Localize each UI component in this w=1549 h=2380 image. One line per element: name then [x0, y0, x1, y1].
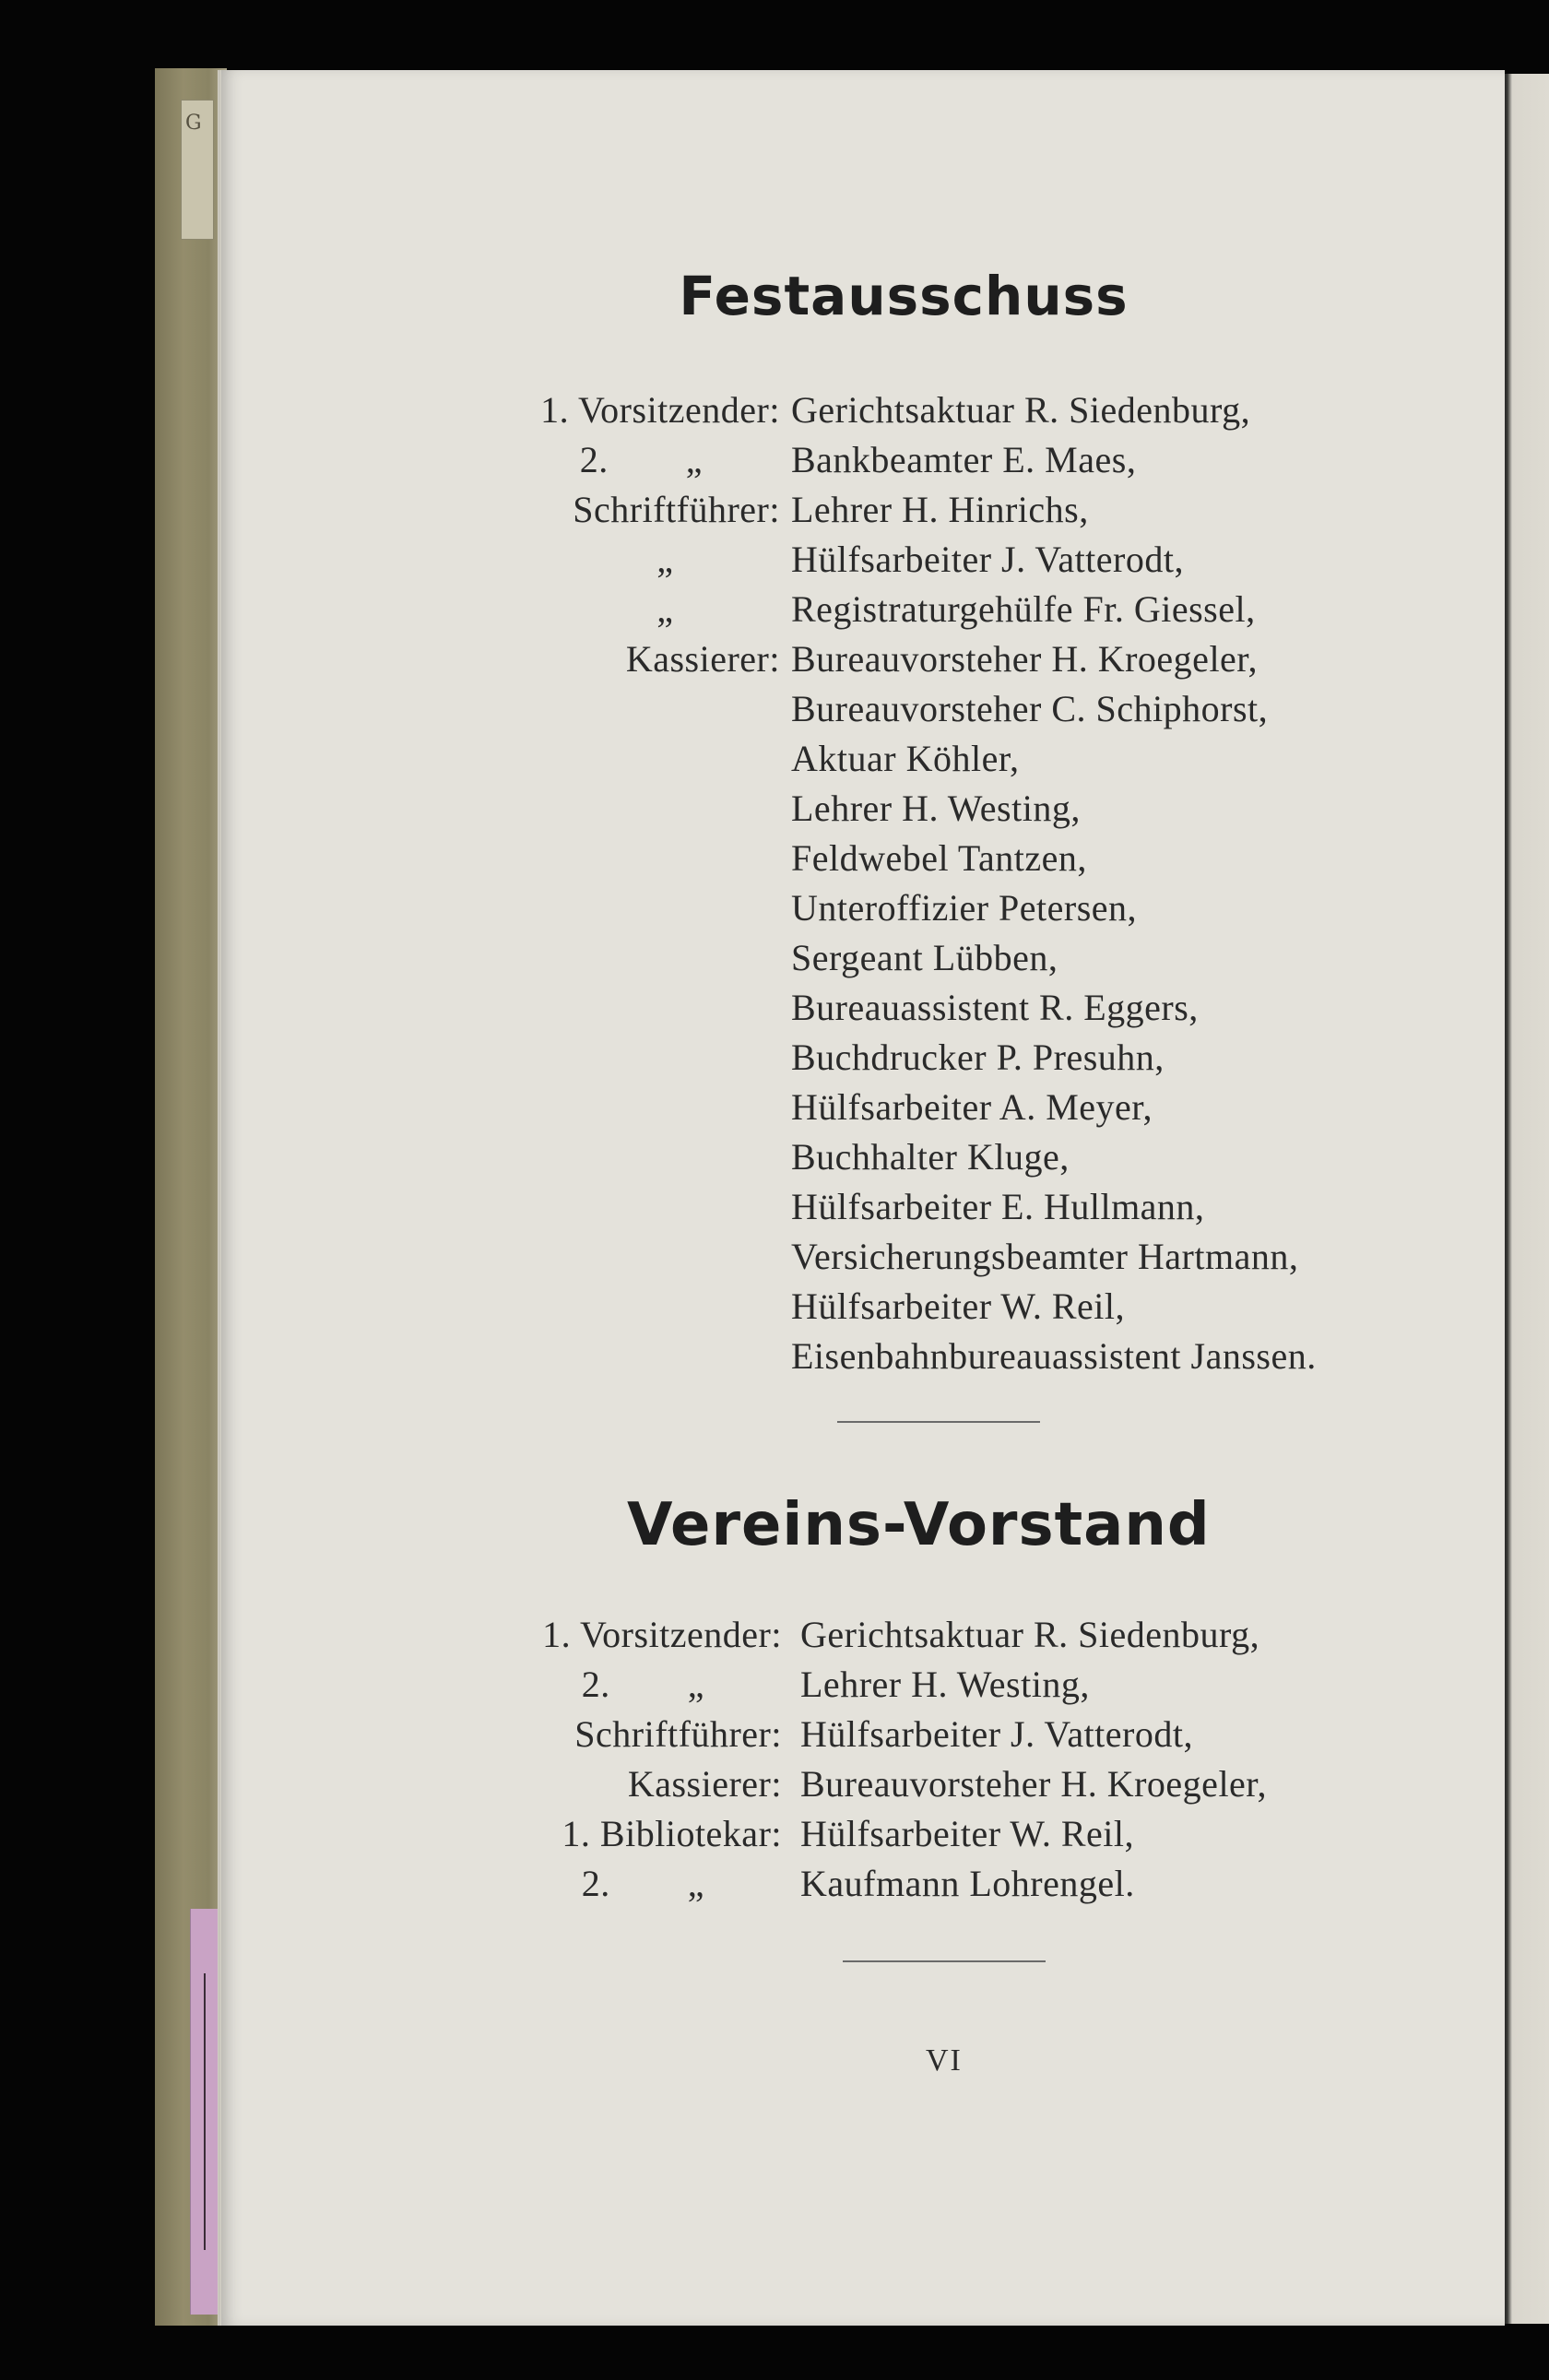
festausschuss-name-18: Versicherungsbeamter Hartmann,: [791, 1236, 1299, 1277]
festausschuss-title: Festausschuss: [679, 265, 1129, 327]
festausschuss-name-3: Lehrer H. Hinrichs,: [791, 489, 1089, 530]
festausschuss-name-5: Registraturgehülfe Fr. Giessel,: [791, 588, 1256, 630]
festausschuss-role-4: „: [656, 539, 780, 580]
vorstand-role-4: Kassierer:: [627, 1763, 782, 1805]
festausschuss-name-6: Bureauvorsteher H. Kroegeler,: [791, 638, 1259, 680]
festausschuss-name-13: Bureauassistent R. Eggers,: [791, 987, 1199, 1028]
festausschuss-name-7: Bureauvorsteher C. Schiphorst,: [791, 688, 1269, 729]
festausschuss-name-17: Hülfsarbeiter E. Hullmann,: [791, 1186, 1205, 1227]
festausschuss-name-19: Hülfsarbeiter W. Reil,: [791, 1285, 1126, 1327]
festausschuss-role-3: Schriftführer:: [573, 489, 780, 530]
spine-tab-letter: G: [185, 112, 202, 135]
festausschuss-role-1: 1. Vorsitzender:: [540, 389, 780, 431]
festausschuss-name-16: Buchhalter Kluge,: [791, 1136, 1070, 1178]
vorstand-role-2: 2. „: [581, 1664, 782, 1705]
vorstand-name-2: Lehrer H. Westing,: [800, 1664, 1090, 1705]
divider-rule-1: [837, 1421, 1040, 1423]
vorstand-name-5: Hülfsarbeiter W. Reil,: [800, 1813, 1135, 1854]
page-number: VI: [926, 2043, 963, 2078]
vorstand-role-5: 1. Bibliotekar:: [562, 1813, 782, 1854]
festausschuss-name-9: Lehrer H. Westing,: [791, 787, 1081, 829]
festausschuss-name-8: Aktuar Köhler,: [791, 738, 1020, 779]
festausschuss-name-12: Sergeant Lübben,: [791, 937, 1058, 978]
facing-page-edge: [1505, 74, 1549, 2324]
festausschuss-name-20: Eisenbahnbureauassistent Janssen.: [791, 1335, 1317, 1377]
festausschuss-name-10: Feldwebel Tantzen,: [791, 837, 1087, 879]
vorstand-role-6: 2. „: [581, 1863, 782, 1904]
festausschuss-role-5: „: [656, 588, 780, 630]
vorstand-role-3: Schriftführer:: [574, 1713, 782, 1755]
vorstand-name-3: Hülfsarbeiter J. Vatterodt,: [800, 1713, 1193, 1755]
vorstand-name-6: Kaufmann Lohrengel.: [800, 1863, 1135, 1904]
festausschuss-role-2: 2. „: [579, 439, 780, 480]
festausschuss-name-14: Buchdrucker P. Presuhn,: [791, 1036, 1165, 1078]
vorstand-name-4: Bureauvorsteher H. Kroegeler,: [800, 1763, 1268, 1805]
festausschuss-name-11: Unteroffizier Petersen,: [791, 887, 1138, 929]
festausschuss-name-15: Hülfsarbeiter A. Meyer,: [791, 1086, 1153, 1128]
festausschuss-name-4: Hülfsarbeiter J. Vatterodt,: [791, 539, 1184, 580]
spine-tab: [181, 100, 214, 240]
divider-rule-2: [843, 1960, 1046, 1962]
festausschuss-name-1: Gerichtsaktuar R. Siedenburg,: [791, 389, 1251, 431]
vorstand-title: Vereins-Vorstand: [627, 1491, 1211, 1559]
festausschuss-name-2: Bankbeamter E. Maes,: [791, 439, 1137, 480]
vorstand-name-1: Gerichtsaktuar R. Siedenburg,: [800, 1614, 1260, 1655]
festausschuss-role-6: Kassierer:: [625, 638, 780, 680]
document-page: [221, 70, 1505, 2326]
vorstand-role-1: 1. Vorsitzender:: [542, 1614, 782, 1655]
